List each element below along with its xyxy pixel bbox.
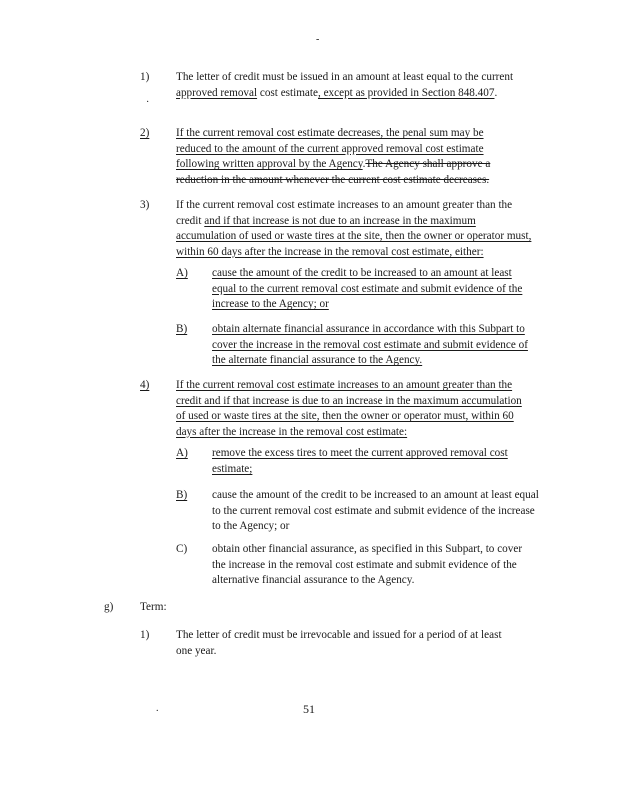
subsection-g-heading: Term: [140,601,167,613]
item-4b-text: cause the amount of the credit to be increased to an amount at least equal to the current removal cost estimate and submit evidence of the increase to the Agency; or [212,489,539,532]
item-1-number: 1) [140,71,150,83]
item-4c-text: obtain other financial assurance, as specified in this Subpart, to cover the increase in the removal cost estimate and submit evidence of the alternative financial assurance to the Agency. [212,543,523,586]
item-2-number: 2) [140,127,150,139]
item-4a-label: A) [176,447,188,459]
item-4c-label: C) [176,543,188,555]
item-4a-text: remove the excess tires to meet the current approved removal cost estimate; [212,447,508,475]
item-1-text: The letter of credit must be issued in an amount at least equal to the current approved removal cost estimate, except as provided in Section 848.407. [176,71,514,99]
footer-mark: . [156,703,159,714]
subsection-g-label: g) [104,601,114,613]
left-margin-mark: · [146,97,150,108]
item-4b-label: B) [176,489,188,501]
item-3b-label: B) [176,323,188,335]
item-4-number: 4) [140,379,150,391]
item-4-text: If the current removal cost estimate increases to an amount greater than the credit and if that increase is due to an increase in the maximum accumulation of used or waste tires at the site, then the owner or operator must, within 60 days after the increase in the removal cost estimate: [176,379,522,438]
item-3a-label: A) [176,267,188,279]
subsection-g-1-number: 1) [140,629,150,641]
item-3-text: If the current removal cost estimate increases to an amount greater than the credit and if that increase is not due to an increase in the maximum accumulation of used or waste tires at the site, then the owner or operator must, within 60 days after the increase in the removal cost estimate, either: [176,199,532,258]
page-number: 51 [303,702,315,716]
item-3b-text: obtain alternate financial assurance in accordance with this Subpart to cover the increase in the removal cost estimate and submit evidence of the alternate financial assurance to the Agency. [212,323,528,366]
header-mark: - [316,34,320,45]
item-2-text: If the current removal cost estimate decreases, the penal sum may be reduced to the amount of the current approved removal cost estimate following written approval by the Agency.The Agency shall approve a reduction in the amount whenever the current cost estimate decreases. [176,127,491,186]
item-3-number: 3) [140,199,150,211]
subsection-g-1-text: The letter of credit must be irrevocable and issued for a period of at least one year. [176,629,502,657]
item-3a-text: cause the amount of the credit to be increased to an amount at least equal to the current removal cost estimate and submit evidence of the increase to the Agency; or [212,267,523,310]
